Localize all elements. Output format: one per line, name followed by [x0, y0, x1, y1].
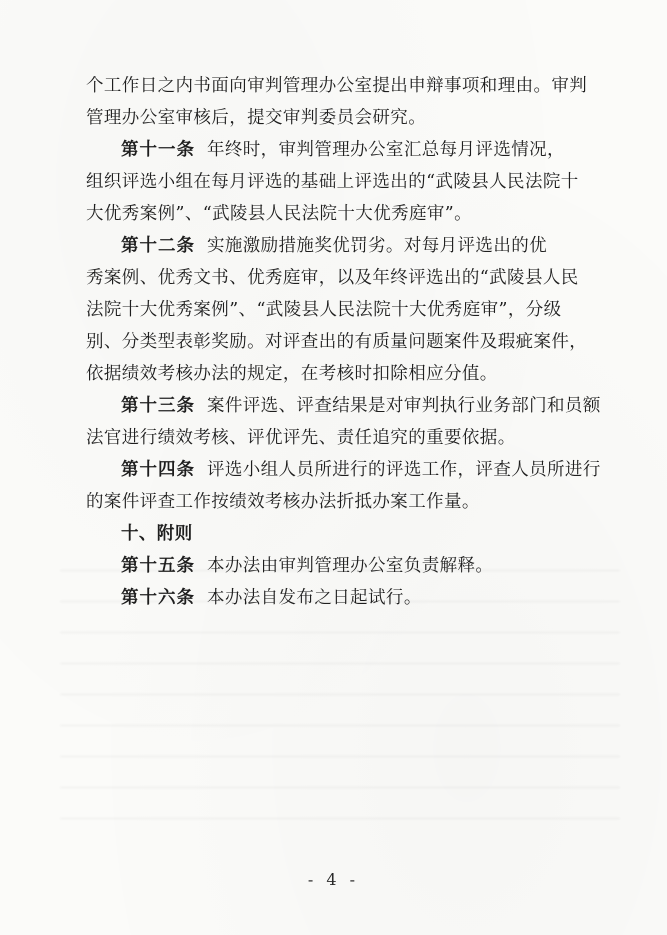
text-line: 个工作日之内书面向审判管理办公室提出申辩事项和理由。审判 [86, 76, 588, 96]
article-title: 第十二条 [121, 236, 195, 256]
text-line: 秀案例、优秀文书、优秀庭审，以及年终评选出的“武陵县人民 [86, 268, 579, 288]
article-text: 年终时，审判管理办公室汇总每月评选情况， [206, 140, 565, 160]
article-13 [86, 390, 601, 454]
section-10 [86, 518, 594, 550]
article-16 [86, 582, 594, 614]
article-title: 第十三条 [121, 396, 195, 416]
article-text: 实施激励措施奖优罚劣。对每月评选出的优 [206, 236, 548, 256]
text-line [86, 550, 594, 582]
article-11 [86, 134, 594, 230]
paragraph-continuation [86, 70, 594, 134]
document-body [86, 70, 601, 614]
text-line: 别、分类型表彰奖励。对评查出的有质量问题案件及瑕疵案件， [86, 332, 588, 352]
text-line: 的案件评查工作按绩效考核办法折抵办案工作量。 [86, 492, 480, 512]
article-title: 第十六条 [121, 588, 195, 608]
article-15 [86, 550, 594, 582]
text-line: 依据绩效考核办法的规定，在考核时扣除相应分值。 [86, 364, 498, 384]
page-number: - 4 - [307, 870, 360, 889]
section-heading: 十、附则 [121, 524, 193, 544]
text-line [86, 454, 601, 486]
article-text: 本办法由审判管理办公室负责解释。 [206, 556, 494, 576]
article-text: 案件评选、评查结果是对审判执行业务部门和员额 [206, 396, 601, 416]
article-title: 第十四条 [121, 460, 195, 480]
article-title: 第十一条 [121, 140, 195, 160]
text-line: 大优秀案例”、“武陵县人民法院十大优秀庭审”。 [86, 204, 473, 224]
article-14 [86, 454, 601, 518]
text-line: 法院十大优秀案例”、“武陵县人民法院十大优秀庭审”，分级 [86, 300, 562, 320]
article-12 [86, 230, 594, 390]
text-line: 组织评选小组在每月评选的基础上评选出的“武陵县人民法院十 [86, 172, 579, 192]
text-line [86, 390, 601, 422]
text-line: 法官进行绩效考核、评优评先、责任追究的重要依据。 [86, 428, 516, 448]
article-text: 本办法自发布之日起试行。 [206, 588, 422, 608]
text-line [86, 230, 594, 262]
article-text: 评选小组人员所进行的评选工作，评查人员所进行 [206, 460, 601, 480]
text-line [86, 582, 594, 614]
text-line [86, 134, 594, 166]
text-line: 管理办公室审核后，提交审判委员会研究。 [86, 108, 427, 128]
article-title: 第十五条 [121, 556, 195, 576]
